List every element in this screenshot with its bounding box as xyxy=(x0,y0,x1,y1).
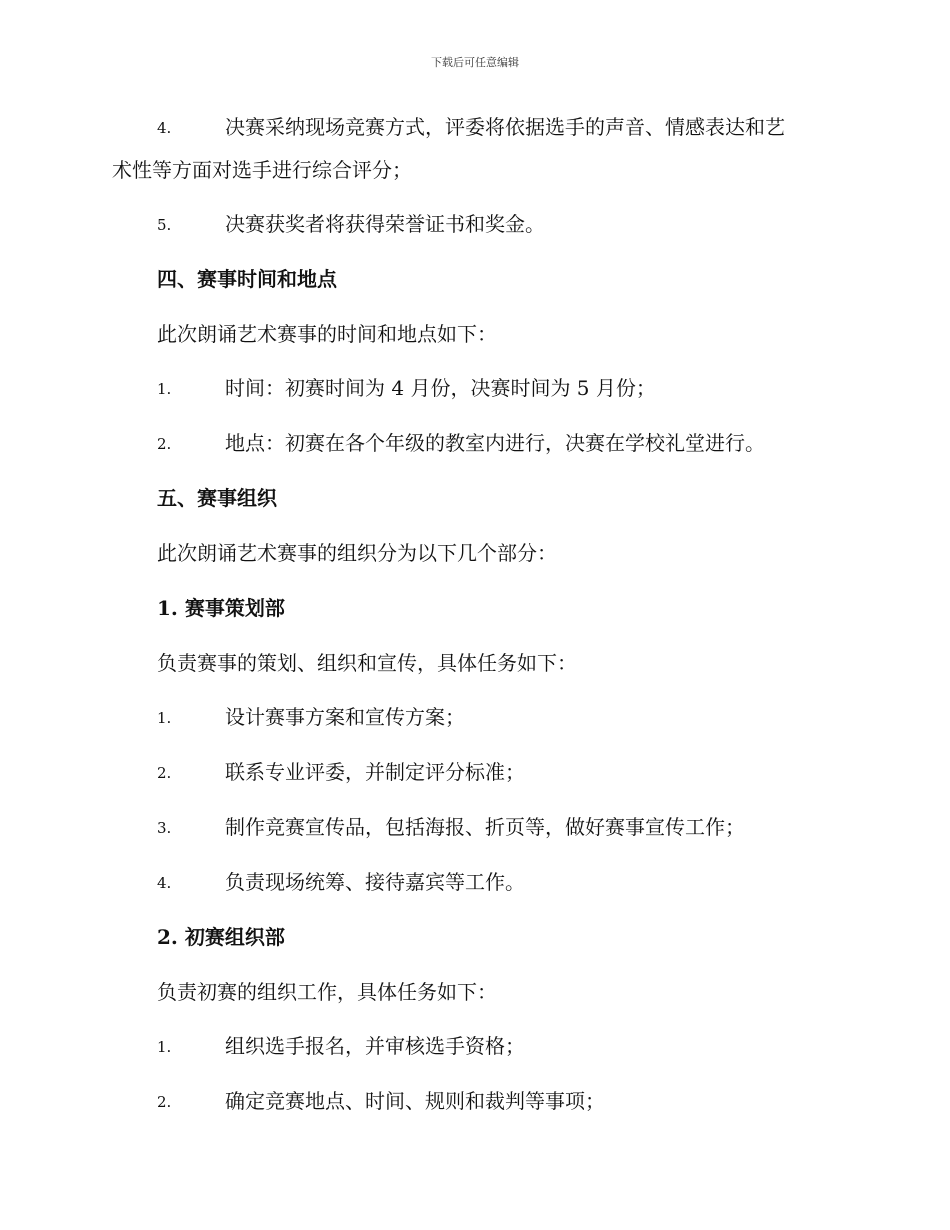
section-heading: 五、赛事组织 xyxy=(157,486,277,510)
list-number: 1. xyxy=(157,380,172,398)
list-number: 5. xyxy=(157,216,172,234)
list-number: 3. xyxy=(157,819,172,837)
subsection-intro: 负责赛事的策划、组织和宣传，具体任务如下： xyxy=(157,651,577,675)
list-item-continuation: 术性等方面对选手进行综合评分； xyxy=(112,158,412,182)
list-item-text: 组织选手报名，并审核选手资格； xyxy=(225,1034,525,1058)
list-item-text: 地点：初赛在各个年级的教室内进行，决赛在学校礼堂进行。 xyxy=(225,431,765,455)
list-item-text: 时间：初赛时间为 4 月份，决赛时间为 5 月份； xyxy=(225,376,656,400)
subsection-intro: 负责初赛的组织工作，具体任务如下： xyxy=(157,980,497,1004)
list-item-text: 制作竞赛宣传品，包括海报、折页等，做好赛事宣传工作； xyxy=(225,815,745,839)
list-item-text: 决赛获奖者将获得荣誉证书和奖金。 xyxy=(225,212,545,236)
section-intro: 此次朗诵艺术赛事的组织分为以下几个部分： xyxy=(157,541,557,565)
list-item-text: 联系专业评委，并制定评分标准； xyxy=(225,760,525,784)
list-number: 4. xyxy=(157,119,172,137)
list-number: 2. xyxy=(157,435,172,453)
section-intro: 此次朗诵艺术赛事的时间和地点如下： xyxy=(157,322,497,346)
subsection-heading: 2. 初赛组织部 xyxy=(157,925,285,949)
list-item-text: 负责现场统筹、接待嘉宾等工作。 xyxy=(225,870,525,894)
list-item-text: 设计赛事方案和宣传方案； xyxy=(225,705,465,729)
list-number: 2. xyxy=(157,1093,172,1111)
list-item-text: 确定竞赛地点、时间、规则和裁判等事项； xyxy=(225,1089,605,1113)
list-item-text: 决赛采纳现场竞赛方式，评委将依据选手的声音、情感表达和艺 xyxy=(225,115,785,139)
list-number: 4. xyxy=(157,874,172,892)
list-number: 2. xyxy=(157,764,172,782)
subsection-heading: 1. 赛事策划部 xyxy=(157,596,285,620)
page-header: 下载后可任意编辑 xyxy=(431,56,519,69)
list-number: 1. xyxy=(157,709,172,727)
section-heading: 四、赛事时间和地点 xyxy=(157,267,337,291)
list-number: 1. xyxy=(157,1038,172,1056)
